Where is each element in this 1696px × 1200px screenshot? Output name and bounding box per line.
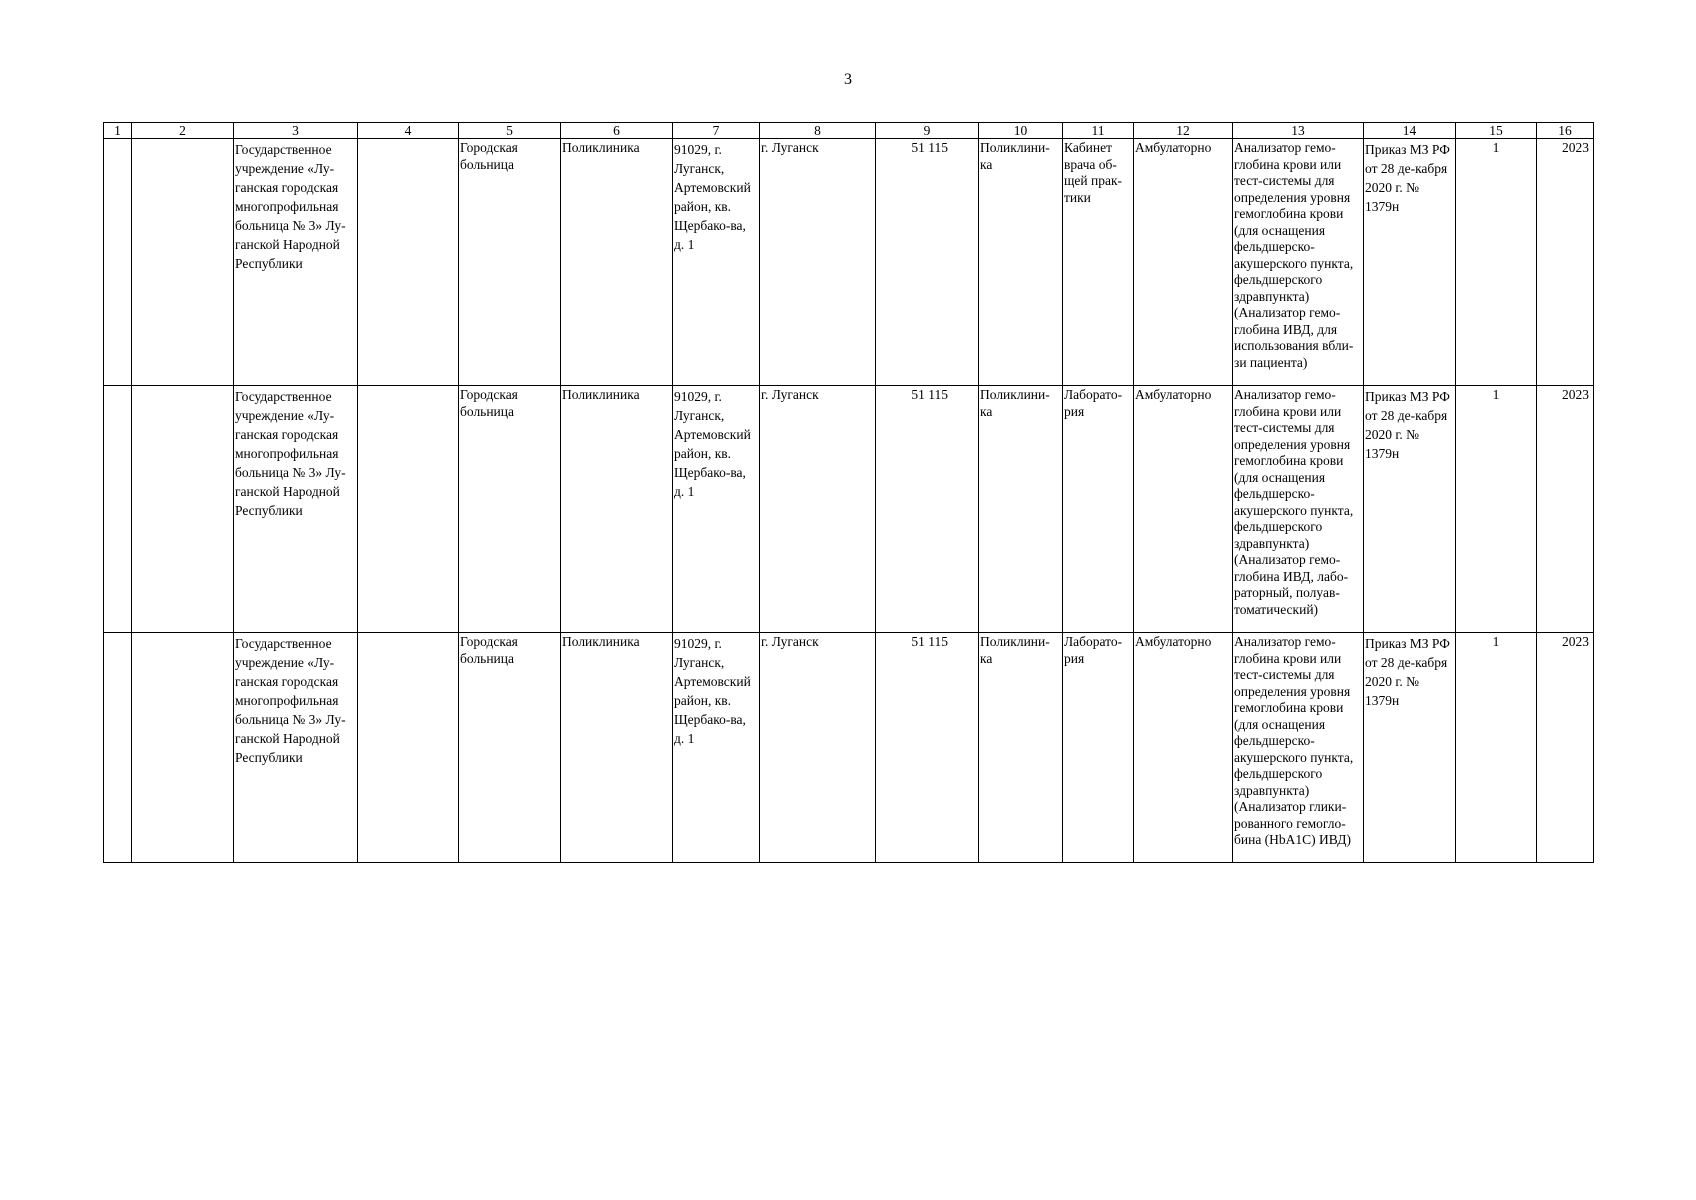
cell-institution: Государственное учреждение «Лу-ганская городская многопрофильная больница № 3» Лу-ганской Народной Республики: [234, 633, 358, 863]
cell-institution-type: Городская больница: [459, 386, 561, 633]
cell-code: 51 115: [876, 139, 979, 386]
col-header-13: 13: [1233, 123, 1364, 139]
col-header-15: 15: [1456, 123, 1537, 139]
cell-year: 2023: [1537, 633, 1594, 863]
cell-address: 91029, г. Луганск, Артемовский район, кв. Щербако-ва, д. 1: [673, 386, 760, 633]
cell-room: Лаборато-рия: [1063, 386, 1134, 633]
col-header-6: 6: [561, 123, 673, 139]
cell-equipment: Анализатор гемо-глобина крови или тест-системы для определения уровня гемоглобина крови (для оснащения фельдшерско-акушерского пункта, фельдшерского здравпункта) (Анализатор гемо-глобина ИВД, для использования вбли-зи пациента): [1233, 139, 1364, 386]
cell-unit: Поликлиника: [561, 386, 673, 633]
cell-address: 91029, г. Луганск, Артемовский район, кв. Щербако-ва, д. 1: [673, 139, 760, 386]
cell-col-4: [358, 386, 459, 633]
col-header-3: 3: [234, 123, 358, 139]
cell-order: Приказ МЗ РФ от 28 де-кабря 2020 г. № 1379н: [1364, 139, 1456, 386]
cell-equipment: Анализатор гемо-глобина крови или тест-системы для определения уровня гемоглобина крови (для оснащения фельдшерско-акушерского пункта, фельдшерского здравпункта) (Анализатор гемо-глобина ИВД, лабо-раторный, полуав-томатический): [1233, 386, 1364, 633]
col-header-8: 8: [760, 123, 876, 139]
cell-city: г. Луганск: [760, 633, 876, 863]
cell-address: 91029, г. Луганск, Артемовский район, кв. Щербако-ва, д. 1: [673, 633, 760, 863]
page-number: 3: [844, 71, 852, 88]
cell-care-type: Амбулаторно: [1134, 633, 1233, 863]
cell-institution-type: Городская больница: [459, 633, 561, 863]
cell-row-number: [104, 139, 132, 386]
table-row: [104, 139, 1594, 386]
cell-order: Приказ МЗ РФ от 28 де-кабря 2020 г. № 1379н: [1364, 386, 1456, 633]
cell-year: 2023: [1537, 139, 1594, 386]
cell-unit: Поликлиника: [561, 633, 673, 863]
cell-city: г. Луганск: [760, 386, 876, 633]
col-header-11: 11: [1063, 123, 1134, 139]
col-header-14: 14: [1364, 123, 1456, 139]
cell-row-number: [104, 386, 132, 633]
cell-col-4: [358, 633, 459, 863]
cell-quantity: 1: [1456, 633, 1537, 863]
cell-institution: Государственное учреждение «Лу-ганская городская многопрофильная больница № 3» Лу-ганской Народной Республики: [234, 139, 358, 386]
col-header-1: 1: [104, 123, 132, 139]
cell-department: Поликлини-ка: [979, 633, 1063, 863]
cell-quantity: 1: [1456, 386, 1537, 633]
cell-room: Кабинет врача об-щей прак-тики: [1063, 139, 1134, 386]
cell-order: Приказ МЗ РФ от 28 де-кабря 2020 г. № 1379н: [1364, 633, 1456, 863]
cell-code: 51 115: [876, 386, 979, 633]
cell-unit: Поликлиника: [561, 139, 673, 386]
cell-room: Лаборато-рия: [1063, 633, 1134, 863]
cell-institution: Государственное учреждение «Лу-ганская городская многопрофильная больница № 3» Лу-ганской Народной Республики: [234, 386, 358, 633]
col-header-12: 12: [1134, 123, 1233, 139]
cell-city: г. Луганск: [760, 139, 876, 386]
col-header-4: 4: [358, 123, 459, 139]
col-header-9: 9: [876, 123, 979, 139]
cell-col-2: [132, 386, 234, 633]
table-row: [104, 386, 1594, 633]
cell-care-type: Амбулаторно: [1134, 139, 1233, 386]
col-header-2: 2: [132, 123, 234, 139]
equipment-table: [103, 122, 1594, 863]
col-header-5: 5: [459, 123, 561, 139]
cell-department: Поликлини-ка: [979, 386, 1063, 633]
header-row: [104, 123, 1594, 139]
cell-col-4: [358, 139, 459, 386]
col-header-7: 7: [673, 123, 760, 139]
col-header-16: 16: [1537, 123, 1594, 139]
table-row: [104, 633, 1594, 863]
cell-quantity: 1: [1456, 139, 1537, 386]
cell-institution-type: Городская больница: [459, 139, 561, 386]
cell-code: 51 115: [876, 633, 979, 863]
cell-col-2: [132, 139, 234, 386]
cell-care-type: Амбулаторно: [1134, 386, 1233, 633]
cell-department: Поликлини-ка: [979, 139, 1063, 386]
cell-col-2: [132, 633, 234, 863]
col-header-10: 10: [979, 123, 1063, 139]
cell-row-number: [104, 633, 132, 863]
cell-equipment: Анализатор гемо-глобина крови или тест-системы для определения уровня гемоглобина крови (для оснащения фельдшерско-акушерского пункта, фельдшерского здравпункта) (Анализатор глики-рованного гемогло-бина (HbA1C) ИВД): [1233, 633, 1364, 863]
cell-year: 2023: [1537, 386, 1594, 633]
